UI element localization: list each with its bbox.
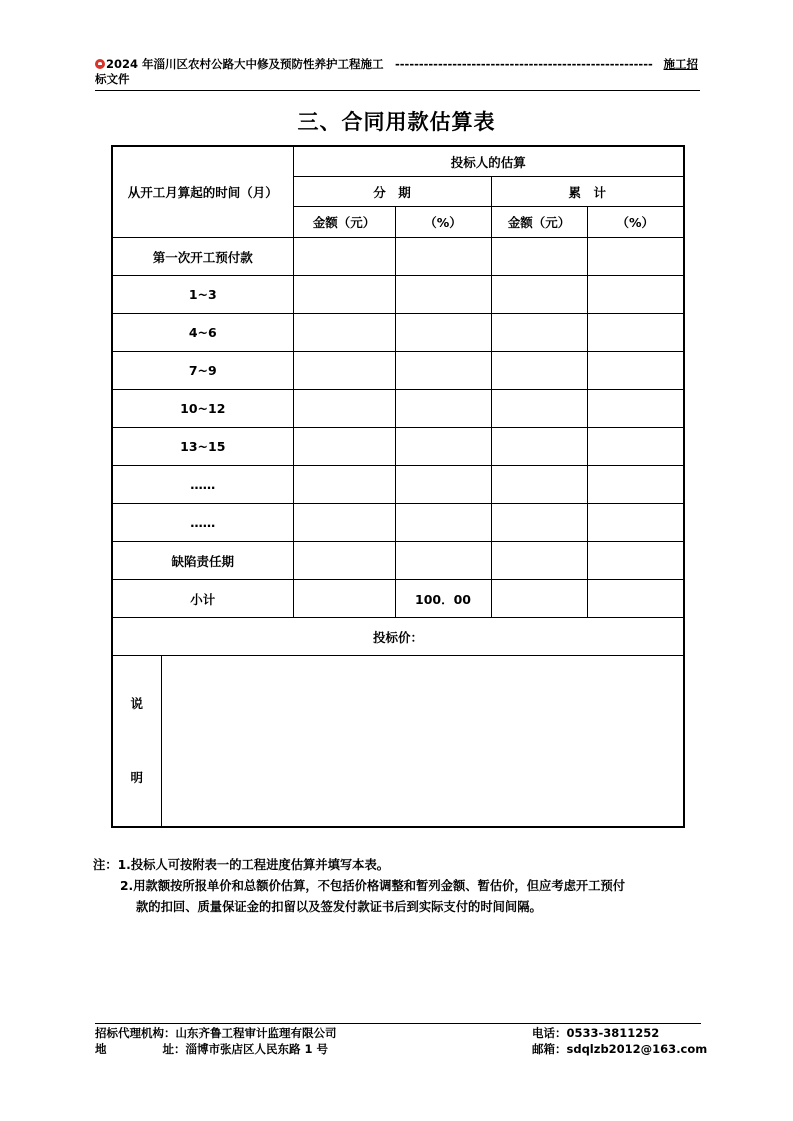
payment-estimate-table — [111, 145, 685, 828]
row-label: 小计 — [112, 580, 293, 618]
table-row — [112, 466, 684, 504]
installment-percent-header: （%） — [395, 207, 491, 238]
installment-amount-cell[interactable] — [293, 390, 395, 428]
table-row — [112, 276, 684, 314]
cumulative-percent-cell[interactable] — [587, 428, 684, 466]
note-label-cell — [112, 656, 161, 828]
address-label-2: 址： — [162, 1042, 186, 1056]
installment-amount-cell[interactable] — [293, 580, 395, 618]
header-title-left: 2024 年淄川区农村公路大中修及预防性养护工程施工 — [106, 57, 384, 71]
installment-percent-cell[interactable] — [395, 466, 491, 504]
note-content-cell[interactable] — [161, 656, 684, 828]
cumulative-amount-cell[interactable] — [491, 428, 587, 466]
company-logo-icon — [95, 59, 105, 69]
note-line-1: 1.投标人可按附表一的工程进度估算并填写本表。 — [117, 858, 390, 872]
installment-percent-cell[interactable] — [395, 542, 491, 580]
installment-percent-cell[interactable] — [395, 428, 491, 466]
bid-price-row — [112, 618, 684, 656]
header-title-right: 施工招 — [663, 57, 698, 71]
table-row — [112, 238, 684, 276]
cumulative-percent-cell[interactable] — [587, 276, 684, 314]
cumulative-percent-cell[interactable] — [587, 580, 684, 618]
cumulative-amount-header: 金额（元） — [491, 207, 587, 238]
row-label: 1~3 — [112, 276, 293, 314]
phone-label: 电话： — [532, 1026, 567, 1040]
note-label-1: 说 — [130, 696, 143, 711]
row-label: …… — [112, 504, 293, 542]
row-label: 13~15 — [112, 428, 293, 466]
time-header: 从开工月算起的时间（月） — [112, 146, 293, 238]
cumulative-amount-cell[interactable] — [491, 314, 587, 352]
row-label: 第一次开工预付款 — [112, 238, 293, 276]
cumulative-percent-cell[interactable] — [587, 390, 684, 428]
address: 淄博市张店区人民东路 1 号 — [185, 1042, 329, 1056]
note-line-2-cont: 款的扣回、质量保证金的扣留以及签发付款证书后到实际支付的时间间隔。 — [136, 900, 542, 914]
email-label: 邮箱： — [532, 1042, 567, 1056]
cumulative-amount-cell[interactable] — [491, 352, 587, 390]
table-row — [112, 314, 684, 352]
installment-amount-cell[interactable] — [293, 314, 395, 352]
note-label-2: 明 — [130, 770, 143, 785]
installment-amount-cell[interactable] — [293, 428, 395, 466]
installment-amount-header: 金额（元） — [293, 207, 395, 238]
phone-number: 0533-3811252 — [566, 1026, 660, 1040]
installment-header: 分 期 — [293, 177, 491, 207]
cumulative-percent-cell[interactable] — [587, 542, 684, 580]
header-title-wrap: 标文件 — [95, 72, 130, 86]
table-row — [112, 504, 684, 542]
installment-amount-cell[interactable] — [293, 466, 395, 504]
installment-percent-cell[interactable] — [395, 352, 491, 390]
header-dashes: ------------------------------------------------------ — [395, 57, 653, 71]
notes-section — [93, 855, 713, 918]
cumulative-amount-cell[interactable] — [491, 238, 587, 276]
installment-amount-cell[interactable] — [293, 542, 395, 580]
cumulative-amount-cell[interactable] — [491, 580, 587, 618]
installment-percent-cell[interactable] — [395, 314, 491, 352]
notes-prefix: 注： — [93, 858, 118, 872]
email-address[interactable]: sdqlzb2012@163.com — [566, 1042, 708, 1056]
cumulative-amount-cell[interactable] — [491, 466, 587, 504]
note-line-2: 2.用款额按所报单价和总额价估算，不包括价格调整和暂列金额、暂估价，但应考虑开工预付 — [120, 879, 626, 893]
cumulative-percent-header: （%） — [587, 207, 684, 238]
installment-amount-cell[interactable] — [293, 276, 395, 314]
row-label: 缺陷责任期 — [112, 542, 293, 580]
agency-label: 招标代理机构： — [95, 1026, 176, 1040]
cumulative-percent-cell[interactable] — [587, 504, 684, 542]
cumulative-amount-cell[interactable] — [491, 542, 587, 580]
cumulative-header: 累 计 — [491, 177, 684, 207]
installment-percent-cell[interactable] — [395, 238, 491, 276]
page-header — [95, 57, 698, 87]
agency-name: 山东齐鲁工程审计监理有限公司 — [175, 1026, 337, 1040]
installment-amount-cell[interactable] — [293, 504, 395, 542]
installment-amount-cell[interactable] — [293, 352, 395, 390]
address-label-1: 地 — [95, 1042, 107, 1056]
cumulative-percent-cell[interactable] — [587, 314, 684, 352]
document-title: 三、合同用款估算表 — [297, 110, 496, 134]
installment-percent-cell[interactable] — [395, 276, 491, 314]
bidder-estimate-header: 投标人的估算 — [293, 146, 684, 177]
row-label: 7~9 — [112, 352, 293, 390]
cumulative-amount-cell[interactable] — [491, 504, 587, 542]
table-row — [112, 428, 684, 466]
bid-price-label: 投标价： — [373, 629, 424, 645]
table-row — [112, 542, 684, 580]
cumulative-amount-cell[interactable] — [491, 390, 587, 428]
header-divider — [95, 90, 700, 91]
cumulative-amount-cell[interactable] — [491, 276, 587, 314]
row-label: 4~6 — [112, 314, 293, 352]
footer-divider — [95, 1023, 701, 1024]
installment-percent-cell[interactable] — [395, 504, 491, 542]
row-label: …… — [112, 466, 293, 504]
cumulative-percent-cell[interactable] — [587, 352, 684, 390]
cumulative-percent-cell[interactable] — [587, 466, 684, 504]
table-row — [112, 352, 684, 390]
table-row — [112, 390, 684, 428]
installment-percent-cell[interactable]: 100．00 — [395, 580, 491, 618]
installment-amount-cell[interactable] — [293, 238, 395, 276]
cumulative-percent-cell[interactable] — [587, 238, 684, 276]
table-row — [112, 580, 684, 618]
row-label: 10~12 — [112, 390, 293, 428]
installment-percent-cell[interactable] — [395, 390, 491, 428]
